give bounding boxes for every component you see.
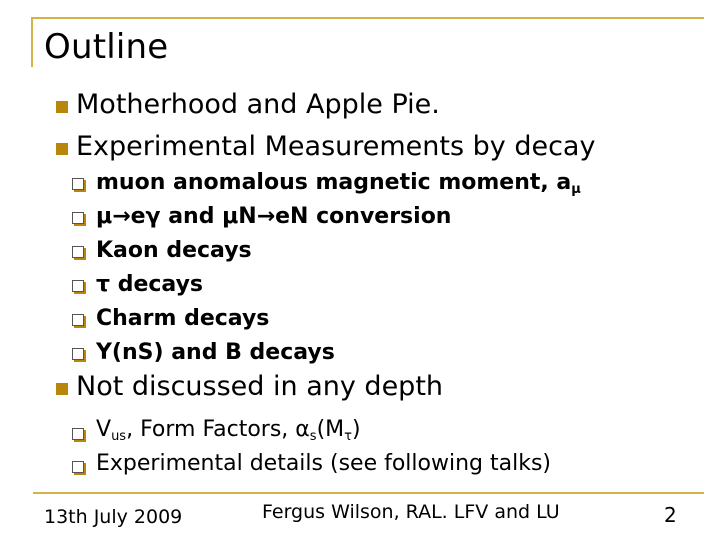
slide-title: Outline — [44, 27, 169, 67]
decay-item-mu-e-gamma: μ→eγ and μN→eN conversion — [96, 204, 452, 229]
checkbox-bullet-icon — [72, 178, 84, 190]
decay-item-kaon: Kaon decays — [96, 238, 252, 263]
decay-item-upsilon: Υ(nS) and B decays — [96, 340, 335, 365]
alpha-subscript: s — [309, 429, 317, 444]
title-frame-left — [31, 17, 33, 67]
mass-open: (M — [316, 417, 345, 442]
not-discussed-details: Experimental details (see following talks) — [96, 451, 551, 476]
footer-author: Fergus Wilson, RAL. LFV and LU — [262, 501, 560, 523]
not-discussed-vus — [96, 416, 361, 451]
checkbox-bullet-icon — [72, 314, 84, 326]
bullet-motherhood: Motherhood and Apple Pie. — [76, 89, 440, 120]
square-bullet-icon — [56, 143, 68, 155]
vus-rest: , Form Factors, α — [126, 417, 310, 442]
bullet-experimental: Experimental Measurements by decay — [76, 131, 596, 162]
checkbox-bullet-icon — [72, 461, 84, 473]
footer-rule — [33, 492, 704, 494]
decay-item-charm: Charm decays — [96, 306, 270, 331]
square-bullet-icon — [56, 383, 68, 395]
footer-date: 13th July 2009 — [44, 506, 183, 528]
vus-v: V — [96, 417, 112, 442]
tau-subscript: τ — [344, 429, 352, 444]
checkbox-bullet-icon — [72, 246, 84, 258]
decay-item-text: muon anomalous magnetic moment, a — [96, 170, 572, 195]
checkbox-bullet-icon — [72, 428, 84, 440]
decay-item-tau: τ decays — [96, 272, 204, 297]
square-bullet-icon — [56, 101, 68, 113]
mass-close: ) — [351, 417, 361, 442]
vus-subscript: us — [111, 429, 127, 444]
page-number: 2 — [664, 503, 677, 527]
mu-subscript: μ — [571, 182, 581, 197]
checkbox-bullet-icon — [72, 212, 84, 224]
title-frame-top — [31, 17, 704, 19]
checkbox-bullet-icon — [72, 280, 84, 292]
checkbox-bullet-icon — [72, 348, 84, 360]
decay-item-muon — [96, 169, 581, 204]
bullet-not-discussed: Not discussed in any depth — [76, 371, 444, 402]
